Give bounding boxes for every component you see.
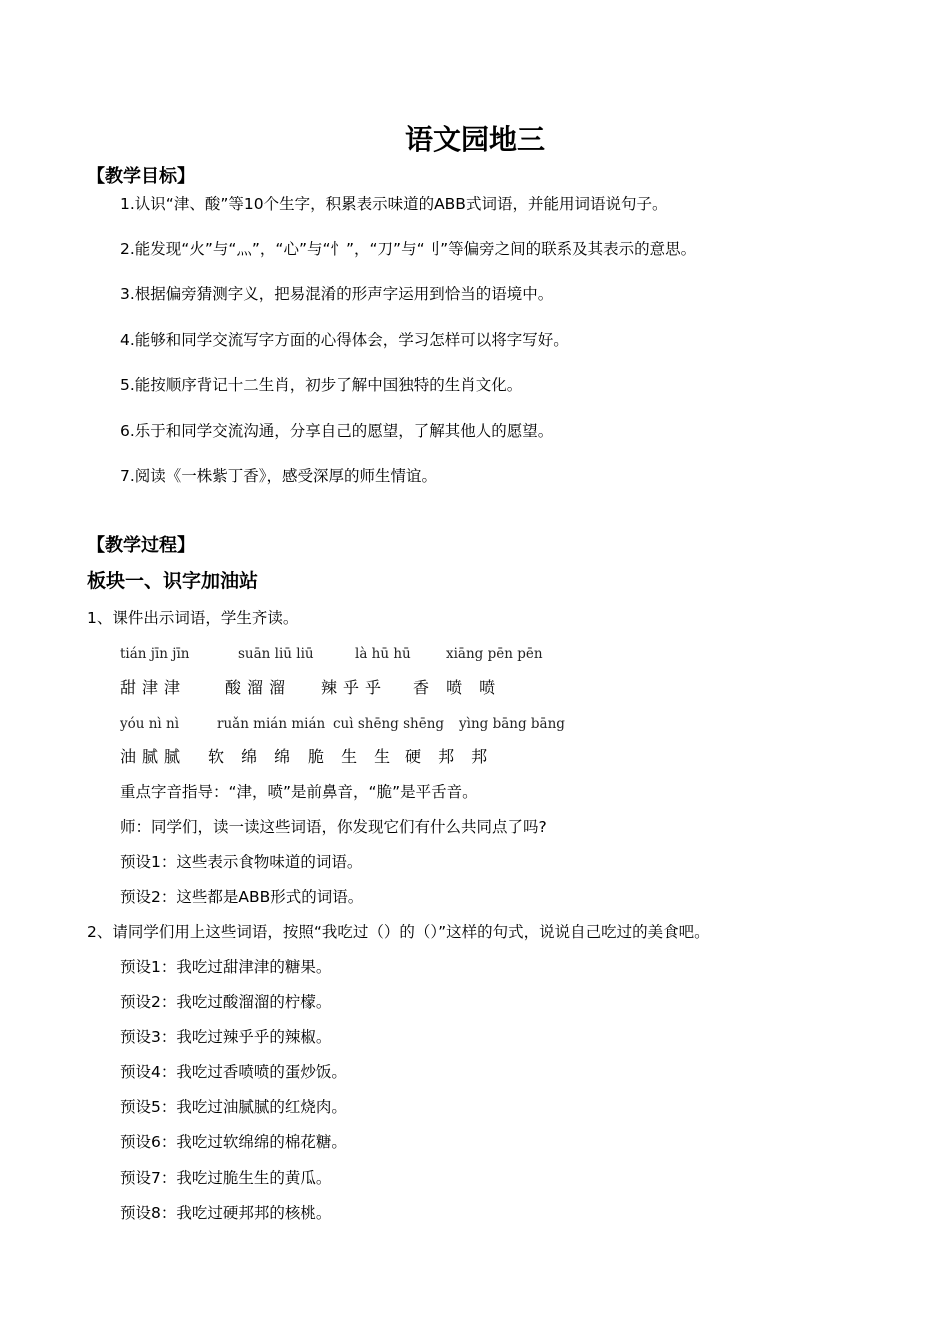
preset-sentence: 预设6：我吃过软绵绵的棉花糖。 xyxy=(120,1133,347,1151)
pinyin: xiāng pēn pēn xyxy=(446,646,543,662)
word: 脆 生 生 xyxy=(308,747,397,766)
preset-sentence: 预设2：我吃过酸溜溜的柠檬。 xyxy=(120,993,332,1011)
pinyin: tián jīn jīn xyxy=(120,646,190,662)
pinyin: ruǎn mián mián xyxy=(217,716,326,732)
word: 油腻腻 xyxy=(120,747,187,766)
preset-answer: 预设1：这些表示食物味道的词语。 xyxy=(120,853,363,871)
pinyin: suān liū liū xyxy=(238,646,314,662)
preset-sentence: 预设3：我吃过辣乎乎的辣椒。 xyxy=(120,1028,332,1046)
objective-item: 7.阅读《一株紫丁香》，感受深厚的师生情谊。 xyxy=(120,467,438,485)
pinyin: là hū hū xyxy=(355,646,411,662)
step-two: 2、请同学们用上这些词语，按照“我吃过（）的（）”这样的句式，说说自己吃过的美食吧。 xyxy=(87,923,710,941)
pronunciation-note: 重点字音指导：“津，喷”是前鼻音，“脆”是平舌音。 xyxy=(120,783,478,801)
pinyin: yìng bāng bāng xyxy=(459,716,565,732)
word: 酸溜溜 xyxy=(225,678,292,697)
word: 硬 邦 邦 xyxy=(405,747,494,766)
process-heading: 【教学过程】 xyxy=(87,535,195,556)
preset-sentence: 预设7：我吃过脆生生的黄瓜。 xyxy=(120,1169,332,1187)
word: 软 绵 绵 xyxy=(208,747,297,766)
pinyin: yóu nì nì xyxy=(120,716,180,732)
word: 辣乎乎 xyxy=(321,678,388,697)
word: 甜津津 xyxy=(120,678,187,697)
document-title: 语文园地三 xyxy=(404,123,545,156)
objective-item: 1.认识“津、酸”等10个生字，积累表示味道的ABB式词语，并能用词语说句子。 xyxy=(120,195,668,213)
block-title: 板块一、识字加油站 xyxy=(87,570,259,592)
objective-item: 4.能够和同学交流写字方面的心得体会，学习怎样可以将字写好。 xyxy=(120,331,569,349)
preset-answer: 预设2：这些都是ABB形式的词语。 xyxy=(120,888,364,906)
objective-item: 3.根据偏旁猜测字义，把易混淆的形声字运用到恰当的语境中。 xyxy=(120,285,554,303)
objectives-heading: 【教学目标】 xyxy=(87,166,195,187)
preset-sentence: 预设4：我吃过香喷喷的蛋炒饭。 xyxy=(120,1063,347,1081)
teacher-question: 师：同学们，读一读这些词语，你发现它们有什么共同点了吗? xyxy=(120,818,547,836)
objective-item: 2.能发现“火”与“灬”，“心”与“忄”，“刀”与“刂”等偏旁之间的联系及其表示的意思。 xyxy=(120,240,697,258)
step-one: 1、课件出示词语，学生齐读。 xyxy=(87,609,299,627)
preset-sentence: 预设1：我吃过甜津津的糖果。 xyxy=(120,958,332,976)
word: 香 喷 喷 xyxy=(413,678,502,697)
objective-item: 6.乐于和同学交流沟通，分享自己的愿望，了解其他人的愿望。 xyxy=(120,422,554,440)
preset-sentence: 预设8：我吃过硬邦邦的核桃。 xyxy=(120,1204,332,1222)
preset-sentence: 预设5：我吃过油腻腻的红烧肉。 xyxy=(120,1098,347,1116)
pinyin: cuì shēng shēng xyxy=(333,716,445,732)
objective-item: 5.能按顺序背记十二生肖，初步了解中国独特的生肖文化。 xyxy=(120,376,523,394)
